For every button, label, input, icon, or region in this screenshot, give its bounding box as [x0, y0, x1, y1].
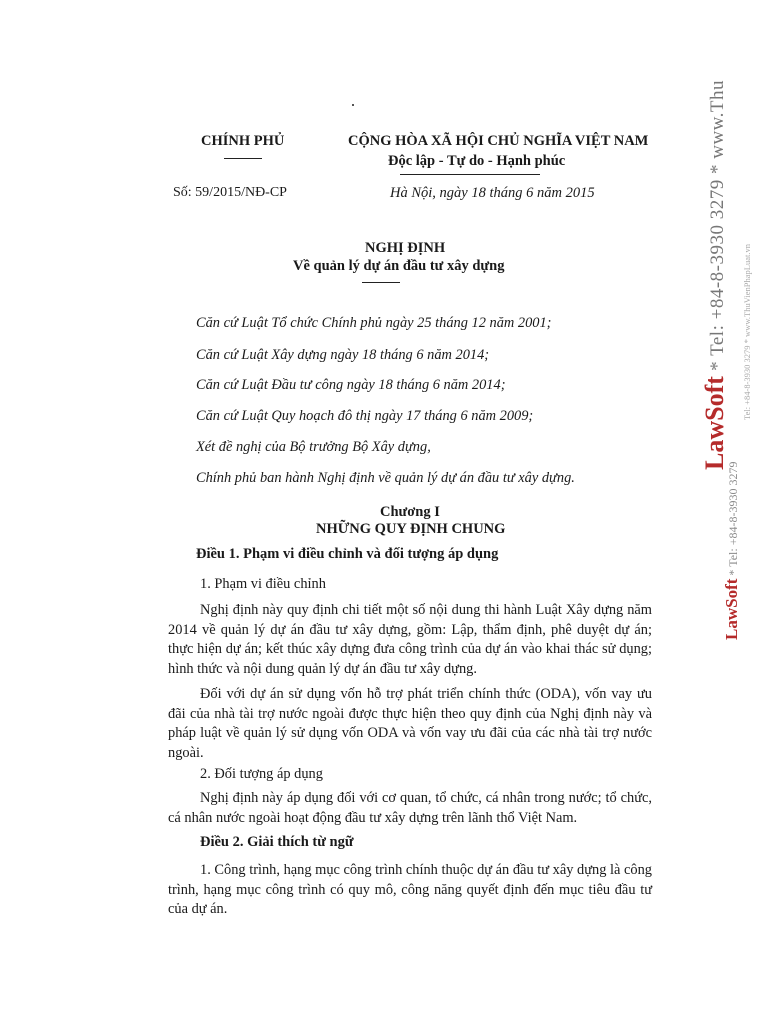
- motto-underline: [400, 174, 540, 175]
- title-underline: [362, 282, 400, 283]
- watermark-contact-small: Tel: +84-8-3930 3279: [726, 461, 740, 567]
- document-number: Số: 59/2015/NĐ-CP: [173, 185, 287, 200]
- article-1-paragraph-3: Nghị định này áp dụng đối với cơ quan, tổ chức, cá nhân trong nước; tổ chức, cá nhân nước ngoài hoạt động đầu tư xây dựng trên lãnh thổ Việt Nam.: [168, 790, 652, 826]
- article-1-paragraph-2: Đối với dự án sử dụng vốn hỗ trợ phát triển chính thức (ODA), vốn vay ưu đãi của nhà tài trợ nước ngoài được thực hiện theo quy định của Nghị định này và pháp luật về quản lý sử dụng vốn ODA và vốn vay ưu đãi của các nhà tài trợ nước ngoài.: [168, 686, 652, 761]
- watermark-secondary: [722, 462, 742, 640]
- issuer-name: CHÍNH PHỦ: [201, 133, 285, 149]
- preamble-line: Căn cứ Luật Tổ chức Chính phủ ngày 25 tháng 12 năm 2001;: [196, 315, 552, 331]
- chapter-number: Chương I: [380, 504, 440, 520]
- preamble-line: Chính phủ ban hành Nghị định về quản lý dự án đầu tư xây dựng.: [196, 470, 575, 486]
- watermark-contact-tiny: Tel: +84-8-3930 3279: [742, 345, 752, 420]
- watermark-brand: LawSoft: [700, 376, 729, 470]
- watermark-contact: Tel: +84-8-3930 3279: [707, 179, 728, 356]
- clause-2-title: 2. Đối tượng áp dụng: [200, 766, 323, 782]
- place-date: Hà Nội, ngày 18 tháng 6 năm 2015: [390, 185, 595, 201]
- preamble-line: Căn cứ Luật Quy hoạch đô thị ngày 17 tháng 6 năm 2009;: [196, 408, 534, 424]
- article-2-paragraph-1: 1. Công trình, hạng mục công trình chính thuộc dự án đầu tư xây dựng là công trình, hạng mục công trình có quy mô, công năng quyết định đến mục tiêu đầu tư của dự án.: [168, 862, 652, 918]
- scan-speck: [352, 104, 354, 106]
- issuer-underline: [224, 158, 262, 159]
- preamble-line: Xét đề nghị của Bộ trưởng Bộ Xây dựng,: [196, 439, 431, 455]
- article-1-paragraph-1: Nghị định này quy định chi tiết một số nội dung thi hành Luật Xây dựng năm 2014 về quản lý dự án đầu tư xây dựng, gồm: Lập, thẩm định, phê duyệt dự án; thực hiện dự án; kết thúc xây dựng đưa công trình của dự án vào khai thác sử dụng; hình thức và nội dung quản lý dự án đầu tư xây dựng.: [168, 602, 652, 677]
- chapter-name: NHỮNG QUY ĐỊNH CHUNG: [316, 521, 506, 537]
- watermark-separator: *: [742, 339, 752, 344]
- watermark-site-tiny: www.ThuVienPhapLuat.vn: [742, 244, 752, 337]
- watermark-separator: *: [707, 164, 728, 175]
- clause-1-title: 1. Phạm vi điều chỉnh: [200, 576, 326, 592]
- document-subtitle: Về quản lý dự án đầu tư xây dựng: [293, 258, 505, 274]
- watermark-site: www.Thu: [707, 79, 728, 159]
- watermark-tertiary: [742, 244, 752, 420]
- nation-name: CỘNG HÒA XÃ HỘI CHỦ NGHĨA VIỆT NAM: [348, 133, 649, 149]
- watermark-separator: *: [726, 569, 740, 576]
- article-2-heading: Điều 2. Giải thích từ ngữ: [200, 834, 354, 850]
- watermark-brand-small: LawSoft: [722, 578, 741, 640]
- preamble-line: Căn cứ Luật Xây dựng ngày 18 tháng 6 năm 2014;: [196, 347, 490, 363]
- watermark-separator: *: [707, 360, 728, 371]
- article-1-heading: Điều 1. Phạm vi điều chỉnh và đối tượng áp dụng: [196, 546, 499, 562]
- document-title: NGHỊ ĐỊNH: [365, 240, 446, 256]
- watermark-main: [700, 80, 730, 470]
- preamble-line: Căn cứ Luật Đầu tư công ngày 18 tháng 6 năm 2014;: [196, 377, 506, 393]
- nation-motto: Độc lập - Tự do - Hạnh phúc: [388, 153, 566, 169]
